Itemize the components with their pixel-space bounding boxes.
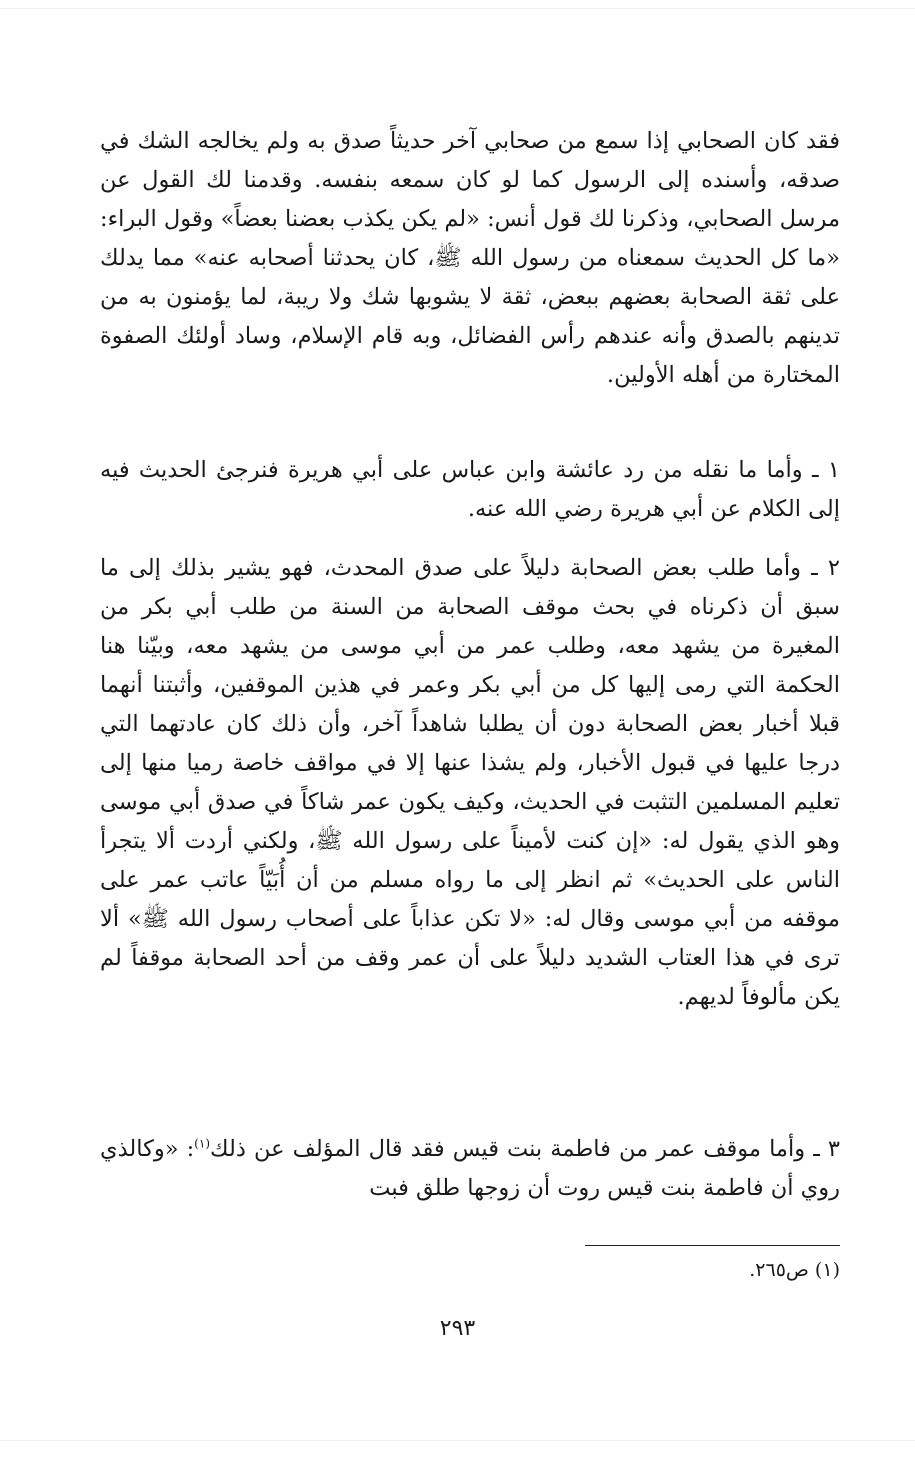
paragraph-4: [100, 1130, 840, 1208]
paragraph-3-text: ٢ ـ وأما طلب بعض الصحابة دليلاً على صدق المحدث، فهو يشير بذلك إلى ما سبق أن ذكرناه في بحث موقف الصحابة من السنة من طلب أبي بكر من المغيرة من يشهد معه، وطلب عمر من أبي موسى من يشهد معه، وبيّنا هنا الحكمة التي رمى إليها كل من أبي بكر وعمر في هذين الموقفين، وأثبتنا أنهما قبلا أخبار بعض الصحابة دون أن يطلبا شاهداً آخر، وأن ذلك كان عادتهما التي درجا عليها في قبول الأخبار، ولم يشذا عنها إلا في مواقف خاصة رميا منها إلى تعليم المسلمين التثبت في الحديث، وكيف يكون عمر شاكاً في صدق أبي موسى وهو الذي يقول له: «إن كنت لأميناً على رسول الله ﷺ، ولكني أردت ألا يتجرأ الناس على الحديث» ثم انظر إلى ما رواه مسلم من أن أُبَيّاً عاتب عمر على موقفه من أبي موسى وقال له: «لا تكن عذاباً على أصحاب رسول الله ﷺ» ألا ترى في هذا العتاب الشديد دليلاً على أن عمر وقف من أحد الصحابة موقفاً لم يكن مألوفاً لديهم.: [100, 555, 840, 1010]
paragraph-4-before-note: ٣ ـ وأما موقف عمر من فاطمة بنت قيس فقد قال المؤلف عن ذلك: [210, 1136, 840, 1162]
footnote-divider: [585, 1245, 840, 1246]
paragraph-4-text: [100, 1130, 840, 1208]
paragraph-3: [100, 549, 840, 1017]
scan-edge-bottom: [0, 1440, 915, 1441]
scan-edge-top: [0, 8, 915, 9]
paragraph-1-text: فقد كان الصحابي إذا سمع من صحابي آخر حديثاً صدق به ولم يخالجه الشك في صدقه، وأسنده إلى الرسول كما لو كان سمعه بنفسه. وقدمنا لك القول عن مرسل الصحابي، وذكرنا لك قول أنس: «لم يكن يكذب بعضنا بعضاً» وقول البراء: «ما كل الحديث سمعناه من رسول الله ﷺ، كان يحدثنا أصحابه عنه» مما يدلك على ثقة الصحابة بعضهم ببعض، ثقة لا يشوبها شك ولا ريبة، لما يؤمنون به من تدينهم بالصدق وأنه عندهم رأس الفضائل، وبه قام الإسلام، وساد أولئك الصفوة المختارة من أهله الأولين.: [100, 128, 840, 388]
page-number: ٢٩٣: [439, 1316, 476, 1341]
footnote-marker: (١): [194, 1136, 210, 1151]
footnote: (١) ص٢٦٥.: [749, 1259, 840, 1281]
paragraph-2: [100, 451, 840, 529]
paragraph-4-after-note: : «وكالذي روي أن فاطمة بنت قيس روت أن زوجها طلق فبت: [100, 1136, 840, 1201]
paragraph-2-text: ١ ـ وأما ما نقله من رد عائشة وابن عباس على أبي هريرة فنرجئ الحديث فيه إلى الكلام عن أبي هريرة رضي الله عنه.: [100, 457, 840, 522]
paragraph-1: [100, 122, 840, 395]
